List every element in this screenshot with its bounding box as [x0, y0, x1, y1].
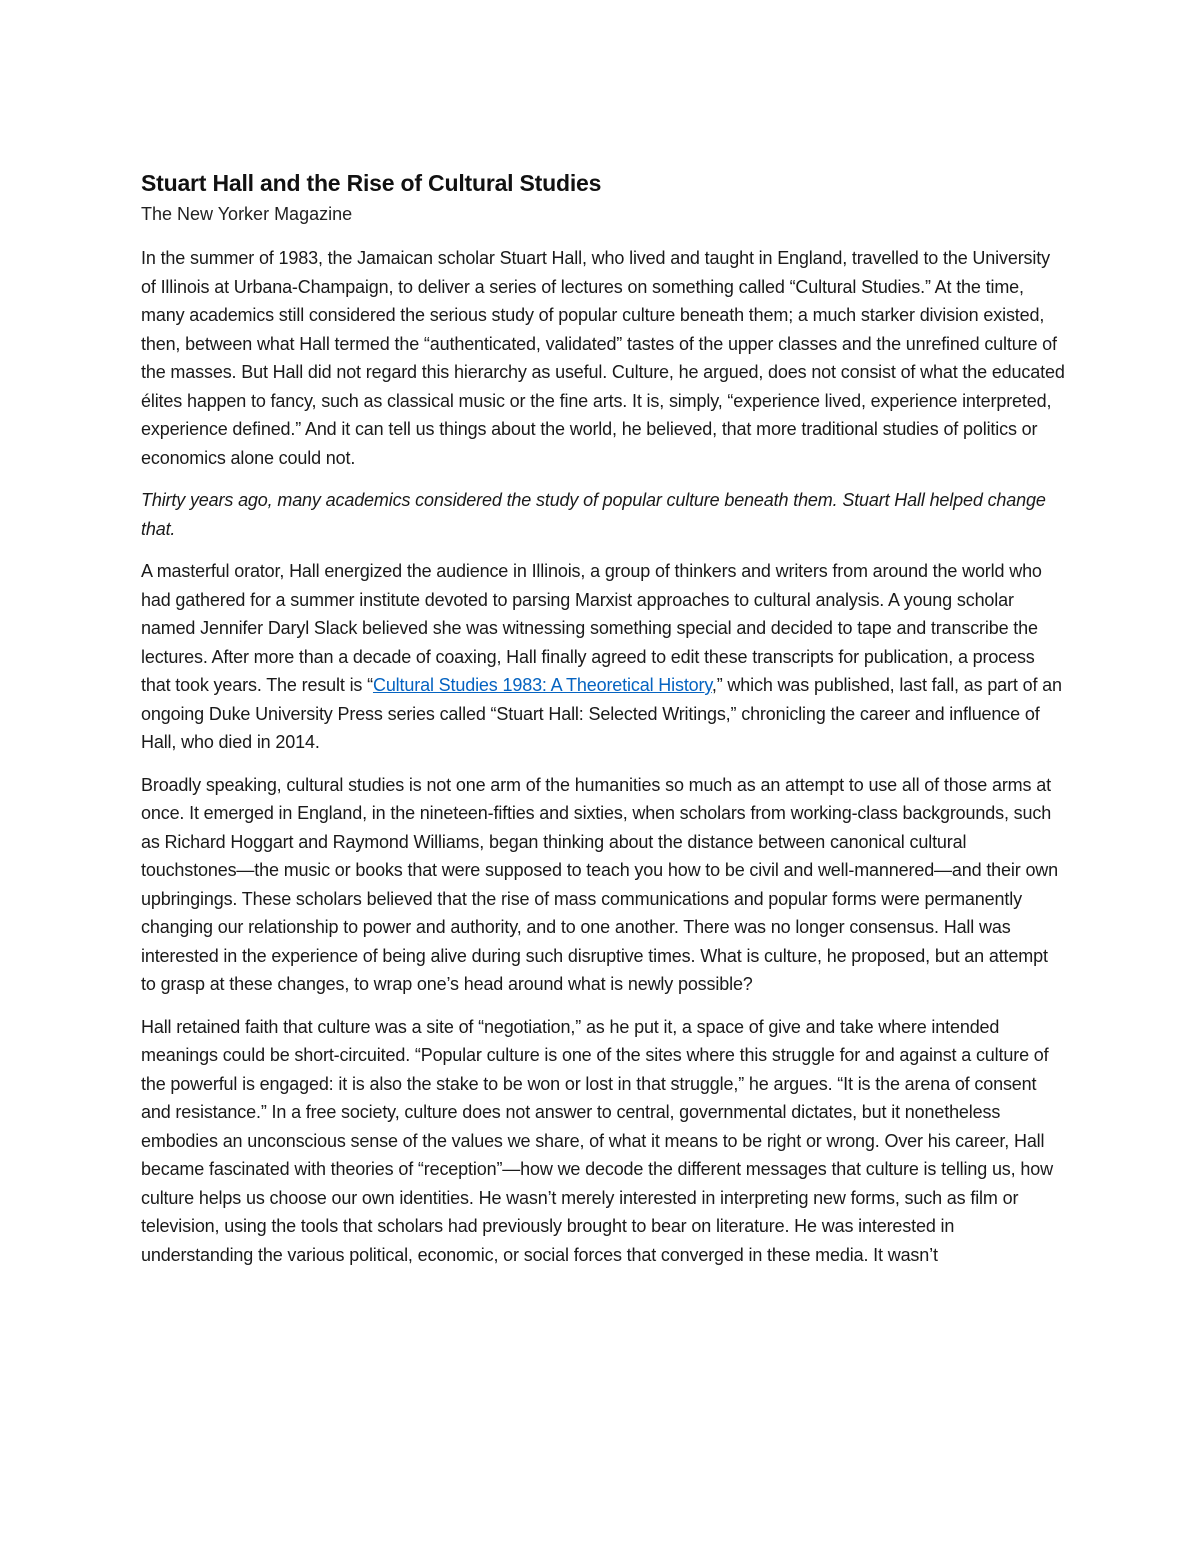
pull-quote: Thirty years ago, many academics considered the study of popular culture beneath them. Stuart Hall helped change that. [141, 490, 1046, 539]
publication-subtitle: The New Yorker Magazine [141, 204, 353, 224]
paragraph-4: Broadly speaking, cultural studies is not one arm of the humanities so much as an attempt to use all of those arms at once. It emerged in England, in the nineteen-fifties and sixties, when scholars from working-class backgrounds, such as Richard Hoggart and Raymond Williams, began thinking about the distance between canonical cultural touchstones—the music or books that were supposed to teach you how to be civil and well-mannered—and their own upbringings. These scholars believed that the rise of mass communications and popular forms were permanently changing our relationship to power and authority, and to one another. There was no longer consensus. Hall was interested in the experience of being alive during such disruptive times. What is culture, he proposed, but an attempt to grasp at these changes, to wrap one’s head around what is newly possible? [141, 774, 1059, 994]
page-title: Stuart Hall and the Rise of Cultural Studies [141, 170, 602, 196]
paragraph-1: In the summer of 1983, the Jamaican scholar Stuart Hall, who lived and taught in England, travelled to the University of Illinois at Urbana-Champaign, to deliver a series of lectures on something called “Cultural Studies.” At the time, many academics still considered the serious study of popular culture beneath them; a much starker division existed, then, between what Hall termed the “authenticated, validated” tastes of the upper classes and the unrefined culture of the masses. But Hall did not regard this hierarchy as useful. Culture, he argued, does not consist of what the educated élites happen to fancy, such as classical music or the fine arts. It is, simply, “experience lived, experience interpreted, experience defined.” And it can tell us things about the world, he believed, that more traditional studies of politics or economics alone could not. [141, 248, 1065, 468]
paragraph-3-text-after-link: ,” which was published, last fall, as part of an ongoing Duke University Press series called “Stuart Hall: Selected Writings,” chronicling the career and influence of Hall, who died in 2014. [141, 675, 1062, 752]
paragraph-5: Hall retained faith that culture was a site of “negotiation,” as he put it, a space of give and take where intended meanings could be short-circuited. “Popular culture is one of the sites where this struggle for and against a culture of the powerful is engaged: it is also the stake to be won or lost in that struggle,” he argues. “It is the arena of consent and resistance.” In a free society, culture does not answer to central, governmental dictates, but it nonetheless embodies an unconscious sense of the values we share, of what it means to be right or wrong. Over his career, Hall became fascinated with theories of “reception”—how we decode the different messages that culture is telling us, how culture helps us choose our own identities. He wasn’t merely interested in interpreting new forms, such as film or television, using the tools that scholars had previously brought to bear on literature. He was interested in understanding the various political, economic, or social forces that converged in these media. It wasn’t [141, 1016, 1053, 1265]
document-body [141, 166, 1066, 1283]
paragraph-3-text-before-link: A masterful orator, Hall energized the audience in Illinois, a group of thinkers and writers from around the world who had gathered for a summer institute devoted to parsing Marxist approaches to cultural analysis. A young scholar named Jennifer Daryl Slack believed she was witnessing something special and decided to tape and transcribe the lectures. After more than a decade of coaxing, Hall finally agreed to edit these transcripts for publication, a process that took years. The result is “ [141, 561, 1042, 695]
book-title-link[interactable]: Cultural Studies 1983: A Theoretical History [372, 675, 712, 695]
paragraph-3 [141, 557, 1066, 757]
